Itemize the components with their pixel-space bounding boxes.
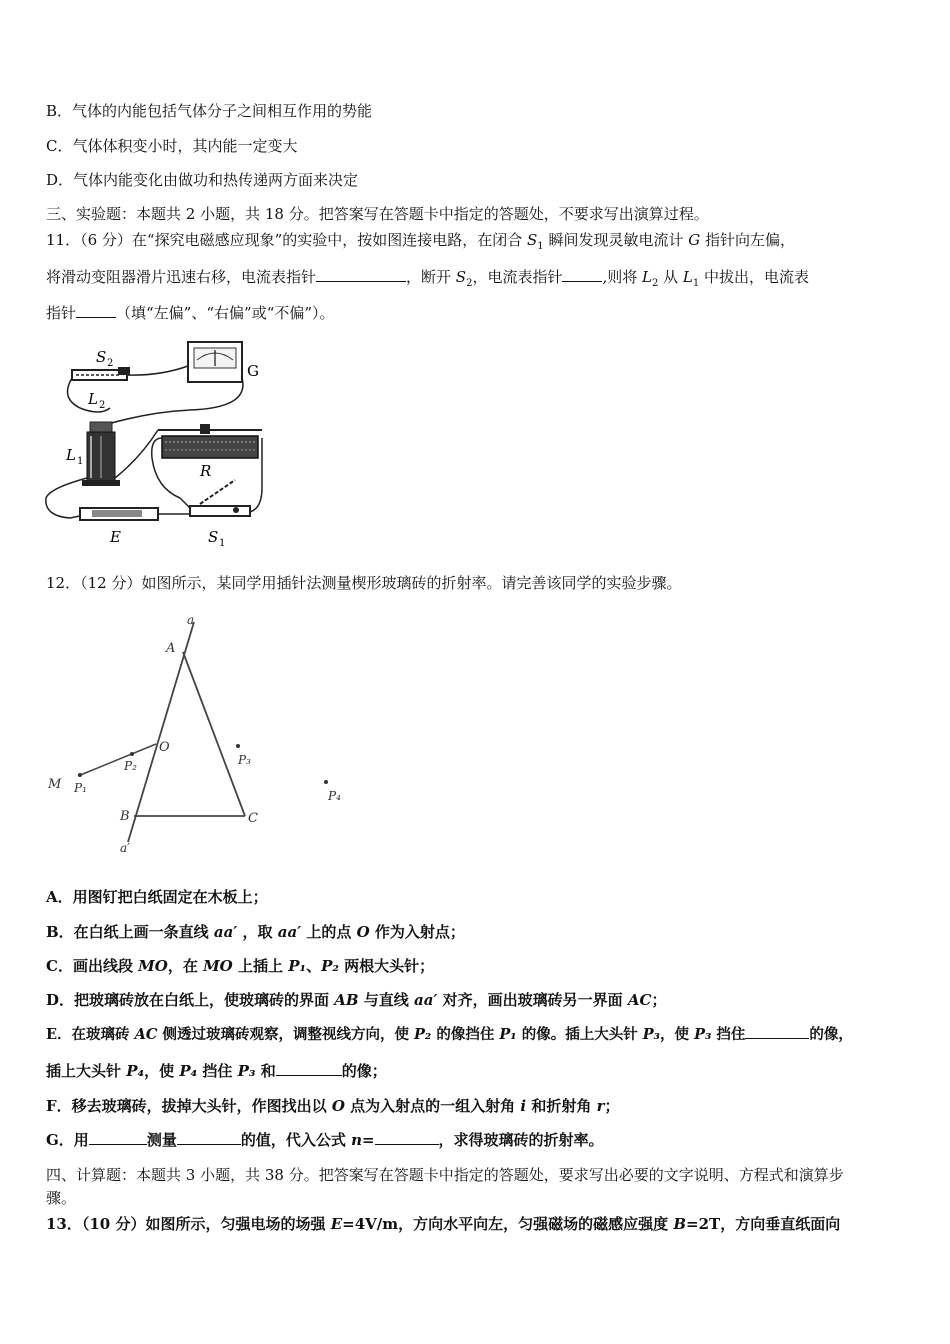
answer-blank-2[interactable] [562, 267, 602, 282]
svg-text:P₁: P₁ [74, 781, 87, 795]
label-l1: L [66, 446, 76, 464]
q12-step-e-2: 插上大头针 P₄，使 P₄ 挡住 P₃ 和 的像； [46, 1062, 387, 1080]
answer-blank-8[interactable] [375, 1130, 439, 1145]
answer-blank-3[interactable] [76, 303, 116, 318]
pin-p4 [324, 780, 328, 784]
pin-p1 [78, 773, 82, 777]
answer-blank-5[interactable] [276, 1061, 342, 1076]
circuit-figure [40, 338, 280, 548]
answer-blank-6[interactable] [89, 1130, 147, 1145]
svg-text:2: 2 [99, 400, 106, 411]
pin-p2 [130, 752, 134, 756]
svg-text:B: B [120, 809, 130, 824]
label-s1: S [208, 528, 219, 546]
q12-step-a: A．用图钉把白纸固定在木板上； [46, 888, 268, 906]
section-4-header-1: 四、计算题：本题共 3 小题，共 38 分。把答案写在答题卡中指定的答题处，要求写出必要的文字说明、方程式和演算步 [46, 1166, 844, 1184]
svg-text:A: A [166, 641, 176, 656]
q12-step-g: G．用 测量 的值，代入公式 n= ，求得玻璃砖的折射率。 [46, 1131, 604, 1149]
label-l2: L [88, 390, 98, 408]
edge-ac [183, 652, 245, 816]
section-3-header: 三、实验题：本题共 2 小题，共 18 分。把答案写在答题卡中指定的答题处，不要求写出演算过程。 [46, 205, 709, 223]
q12-step-b: B．在白纸上画一条直线 aa′ ，取 aa′ 上的点 O 作为入射点； [46, 923, 465, 941]
svg-text:2: 2 [107, 358, 114, 369]
answer-blank-1[interactable] [316, 267, 406, 282]
label-e: E [110, 528, 121, 546]
q12-step-e-1: E．在玻璃砖 AC 侧透过玻璃砖观察，调整视线方向，使 P₂ 的像挡住 P₁ 的像。插上大头针 P₃，使 P₃ 挡住 的像， [46, 1026, 853, 1043]
q11-line-3: 指针 （填“左偏”、“右偏”或“不偏”）。 [46, 304, 335, 322]
svg-text:a′: a′ [120, 841, 130, 855]
option-d: D．气体内能变化由做功和热传递两方面来决定 [46, 171, 359, 189]
prism-figure [40, 610, 360, 860]
label-r: R [200, 462, 212, 480]
answer-blank-7[interactable] [177, 1130, 241, 1145]
q12-step-d: D．把玻璃砖放在白纸上，使玻璃砖的界面 AB 与直线 aa′ 对齐，画出玻璃砖另一界面 AC； [46, 991, 667, 1009]
q11-line-2: 将滑动变阻器滑片迅速右移，电流表指针 ，断开 $S_2$，电流表指针 ,则将 $L_2$ 从 $L_1$ 中拔出，电流表 [46, 268, 810, 289]
svg-text:a: a [187, 613, 195, 627]
svg-text:M: M [48, 777, 62, 792]
svg-text:P₂: P₂ [124, 759, 137, 773]
option-c: C．气体体积变小时，其内能一定变大 [46, 137, 298, 155]
q13-stem: 13．（10 分）如图所示，匀强电场的场强 E=4V/m，方向水平向左，匀强磁场的磁感应强度 B=2T，方向垂直纸面向 [46, 1215, 841, 1233]
label-s2: S [96, 348, 107, 366]
q11-line-1: 11．（6 分）在“探究电磁感应现象”的实验中，按如图连接电路，在闭合 $S_1$ 瞬间发现灵敏电流计 G 指针向左偏， [46, 231, 795, 252]
answer-blank-4[interactable] [745, 1024, 809, 1039]
svg-text:O: O [159, 740, 170, 755]
pin-p3 [236, 744, 240, 748]
q12-stem: 12．（12 分）如图所示，某同学用插针法测量楔形玻璃砖的折射率。请完善该同学的实验步骤。 [46, 574, 682, 592]
ray-mo [78, 744, 156, 776]
label-g: G [247, 362, 259, 380]
svg-text:P₄: P₄ [328, 789, 341, 803]
rheostat-r [162, 436, 258, 458]
svg-text:1: 1 [219, 538, 226, 548]
option-b: B．气体的内能包括气体分子之间相互作用的势能 [46, 102, 373, 120]
svg-text:P₃: P₃ [238, 753, 251, 767]
switch-s1 [190, 506, 250, 516]
svg-text:1: 1 [77, 456, 84, 467]
svg-text:C: C [248, 811, 258, 826]
section-4-header-2: 骤。 [46, 1189, 77, 1207]
q12-step-f: F．移去玻璃砖，拔掉大头针，作图找出以 O 点为入射点的一组入射角 i 和折射角 r； [46, 1097, 620, 1115]
q12-step-c: C．画出线段 MO，在 MO 上插上 P₁、P₂ 两根大头针； [46, 957, 435, 975]
